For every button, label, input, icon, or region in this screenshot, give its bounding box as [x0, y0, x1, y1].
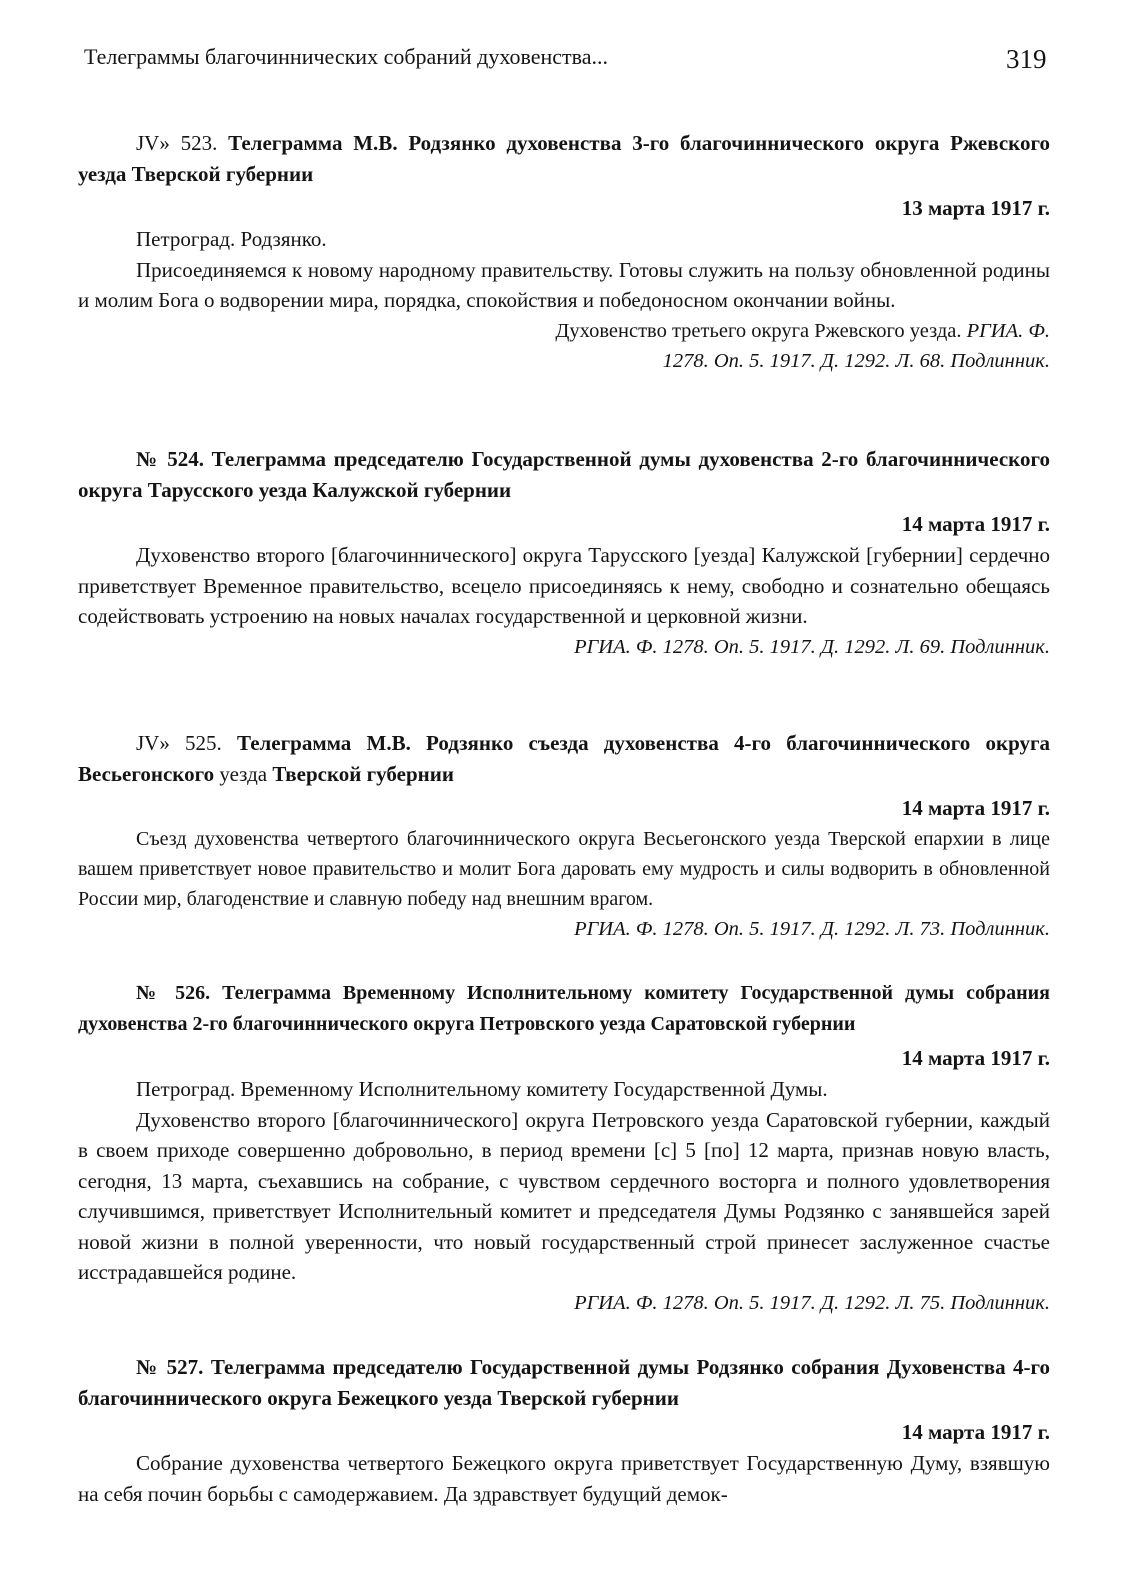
document-title: Телеграмма М.В. Родзянко духовенства 3-го благочиннического округа Ржевского уезда Тверской губернии	[78, 131, 1050, 186]
signature	[78, 316, 1050, 346]
document-heading	[78, 128, 1050, 190]
document-title: Тверской губернии	[272, 762, 454, 786]
document-number: № 527.	[136, 1355, 204, 1379]
document-title: Телеграмма Временному Исполнительному комитету Государственной думы собрания духовенства 2-го благочиннического округа Петровского уезда Саратовской губернии	[78, 982, 1050, 1035]
archive-source: 1278. Оп. 5. 1917. Д. 1292. Л. 68. Подлинник.	[662, 349, 1050, 372]
document-date: 13 марта 1917 г.	[901, 196, 1050, 220]
document-title-plain: уезда	[219, 762, 268, 786]
document-title: Телеграмма председателю Государственной думы Родзянко собрания Духовенства 4-го благочиннического округа Бежецкого уезда Тверской губернии	[78, 1355, 1050, 1410]
document-title: Телеграмма М.В. Родзянко съезда духовенства 4-го благочиннического округа Весьегонского	[78, 731, 1051, 786]
document-heading	[78, 444, 1050, 506]
running-title: Телеграммы благочиннических собраний духовенства...	[84, 44, 609, 69]
document-524	[78, 444, 1050, 662]
paragraph: Петроград. Временному Исполнительному комитету Государственной Думы.	[136, 1077, 828, 1101]
paragraph: Съезд духовенства четвертого благочиннического округа Весьегонского уезда Тверской епархии в лице вашем приветствует новое правительство и молит Бога даровать ему мудрость и силы водворить в обновленной России мир, благоденствие и славную победу над внешним врагом.	[78, 828, 1050, 910]
paragraph: Духовенство второго [благочиннического] округа Тарусского [уезда] Калужской [губернии] сердечно приветствует Временное правительство, всецело присоединяясь к нему, свободно и сознательно обещаясь содействовать устроению на новых началах государственной и церковной жизни.	[78, 543, 1050, 628]
archive-source: РГИА. Ф. 1278. Оп. 5. 1917. Д. 1292. Л. 75. Подлинник.	[574, 1291, 1050, 1314]
archive-source: РГИА. Ф. 1278. Оп. 5. 1917. Д. 1292. Л. 69. Подлинник.	[574, 635, 1050, 658]
paragraph: Петроград. Родзянко.	[136, 227, 327, 251]
document-525	[78, 728, 1050, 944]
document-title: Телеграмма председателю Государственной думы духовенства 2-го благочиннического округа Тарусского уезда Калужской губернии	[78, 447, 1050, 502]
document-527	[78, 1352, 1050, 1509]
document-number: JV» 525.	[136, 731, 222, 755]
document-number: № 524.	[136, 447, 204, 471]
document-date: 14 марта 1917 г.	[901, 1420, 1050, 1444]
paragraph: Собрание духовенства четвертого Бежецкого округа приветствует Государственную Думу, взявшую на себя почин борьбы с самодержавием. Да здравствует будущий демок-	[78, 1451, 1050, 1506]
archive-source: РГИА. Ф.	[966, 319, 1050, 342]
document-523	[78, 128, 1050, 376]
document-heading	[78, 978, 1050, 1040]
document-number: № 526.	[136, 982, 211, 1004]
document-526	[78, 978, 1050, 1318]
document-date: 14 марта 1917 г.	[901, 796, 1050, 820]
document-date: 14 марта 1917 г.	[901, 512, 1050, 536]
document-date: 14 марта 1917 г.	[901, 1046, 1050, 1070]
signature-text: Духовенство третьего округа Ржевского уезда.	[555, 319, 962, 342]
document-heading	[78, 1352, 1050, 1414]
document-heading	[78, 728, 1050, 790]
document-number: JV» 523.	[136, 131, 218, 155]
paragraph: Духовенство второго [благочиннического] округа Петровского уезда Саратовской губернии, каждый в своем приходе совершенно добровольно, в период времени [с] 5 [по] 12 марта, признав новую власть, сегодня, 13 марта, съехавшись на собрание, с чувством сердечного восторга и полного удовлетворения случившимся, приветствует Исполнительный комитет и председателя Думы Родзянко с занявшейся зарей новой жизни в полной уверенности, что новый государственный строй принесет заслуженное счастье исстрадавшейся родине.	[78, 1107, 1050, 1284]
paragraph: Присоединяемся к новому народному правительству. Готовы служить на пользу обновленной родины и молим Бога о водворении мира, порядка, спокойствия и победоносном окончании войны.	[78, 257, 1050, 312]
archive-source: РГИА. Ф. 1278. Оп. 5. 1917. Д. 1292. Л. 73. Подлинник.	[574, 918, 1050, 940]
page-number: 319	[1006, 44, 1047, 74]
